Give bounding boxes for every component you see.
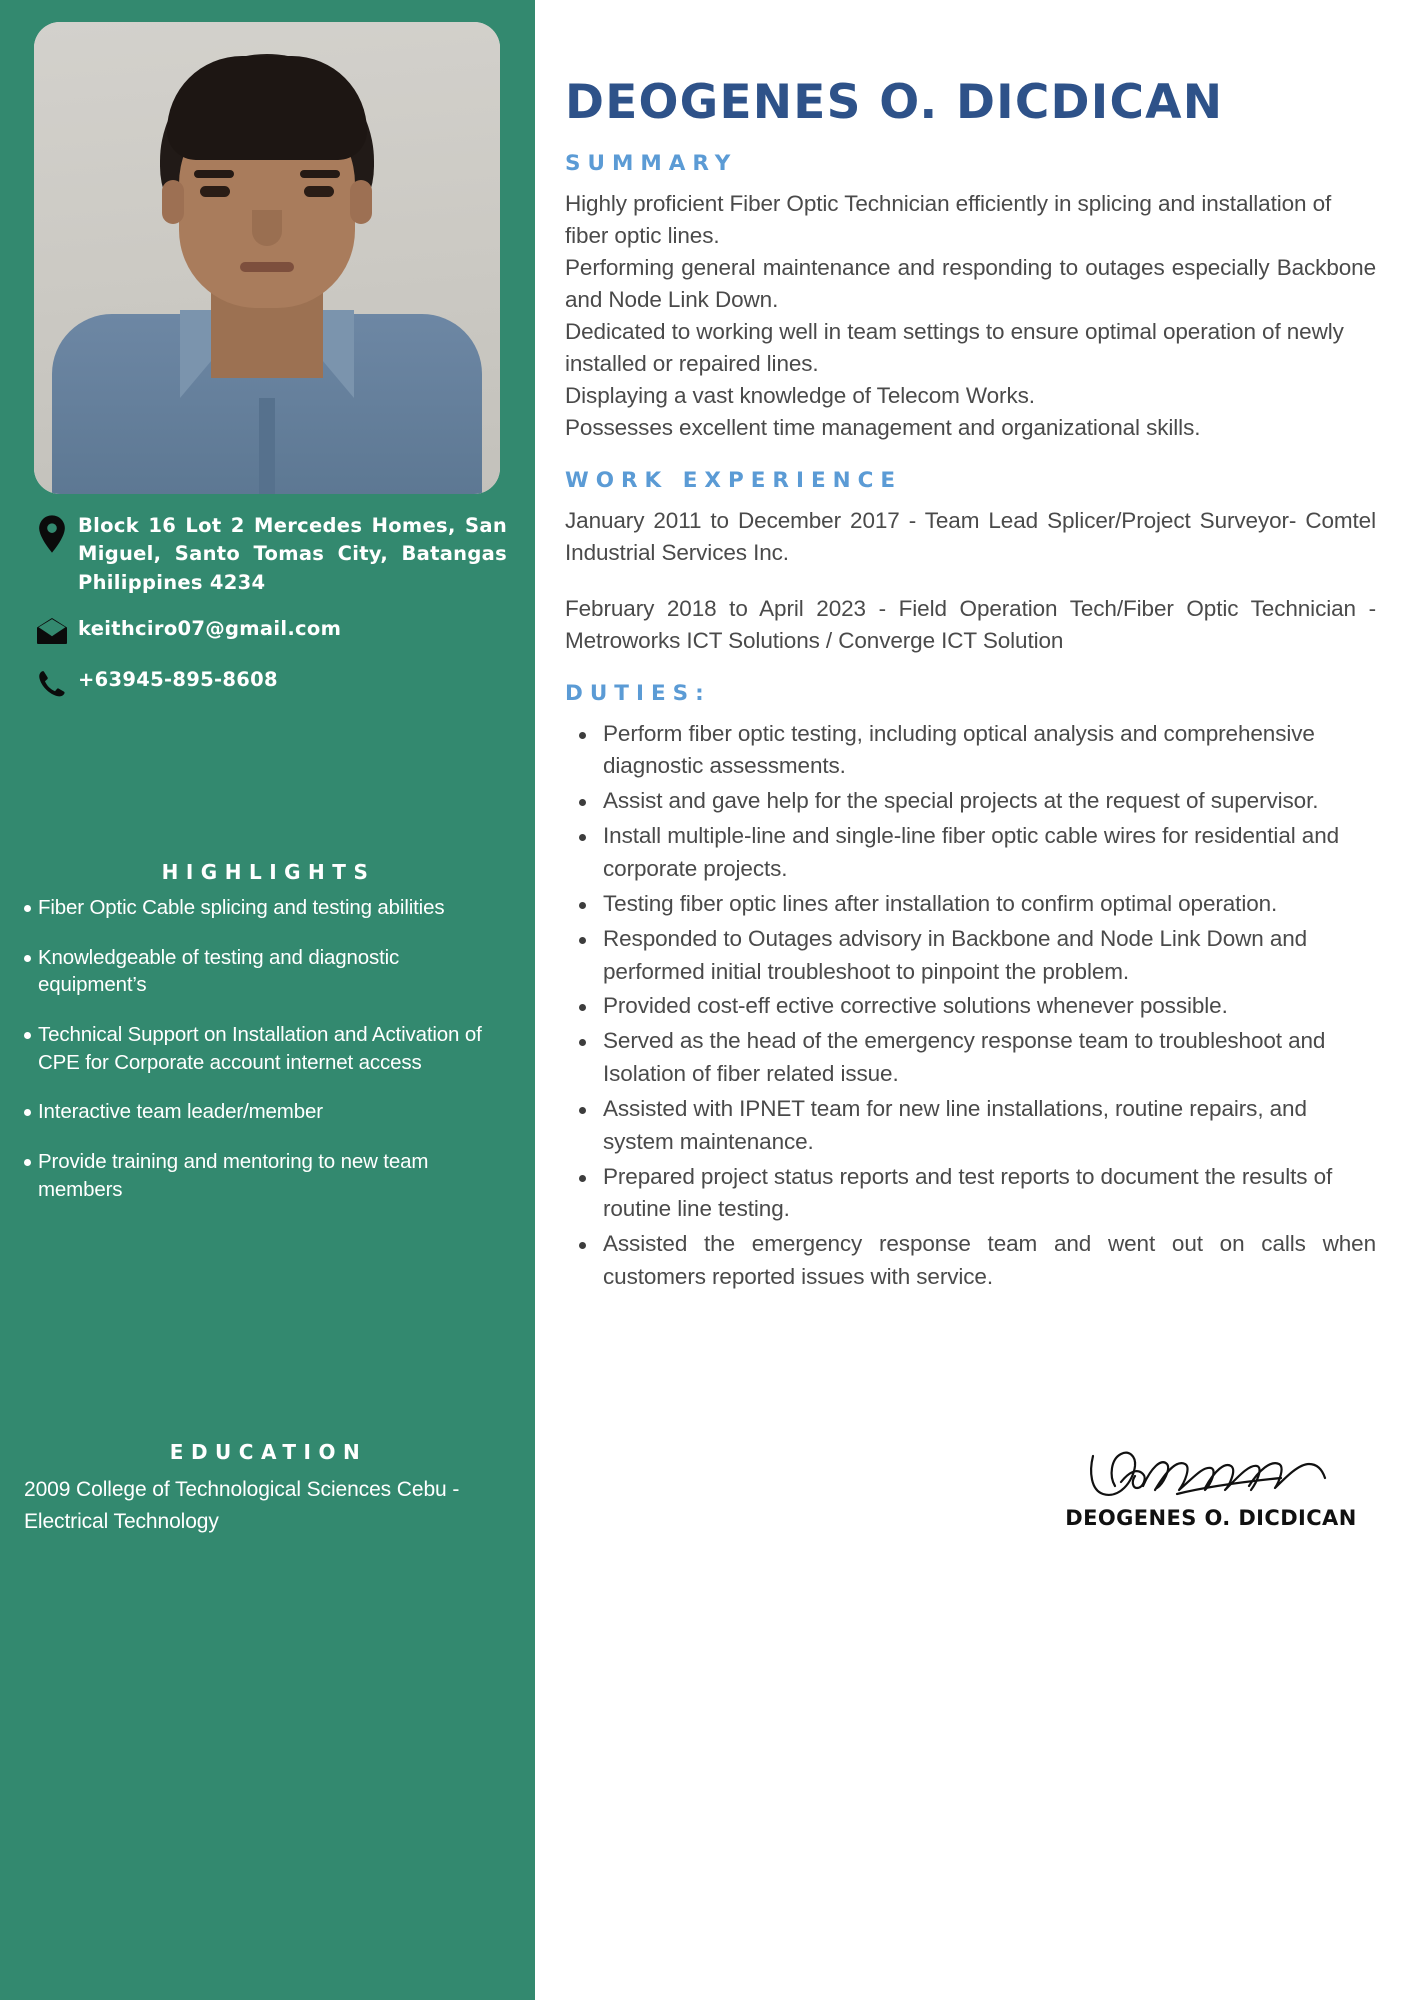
photo-eyebrow-right xyxy=(300,170,340,178)
phone-icon xyxy=(30,666,74,699)
duty-item: Served as the head of the emergency response team to troubleshoot and Isolation of fiber related issue. xyxy=(565,1025,1376,1091)
signature-block xyxy=(1046,1442,1376,1530)
summary-heading: SUMMARY xyxy=(565,151,738,177)
highlight-item: Technical Support on Installation and Activation of CPE for Corporate account internet access xyxy=(22,1021,509,1076)
photo-ear-right xyxy=(350,180,372,224)
education-heading: EDUCATION xyxy=(169,1440,368,1464)
photo-nose xyxy=(252,210,282,246)
highlight-item: Knowledgeable of testing and diagnostic equipment’s xyxy=(22,944,509,999)
duty-item: Testing fiber optic lines after installation to confirm optimal operation. xyxy=(565,888,1376,921)
photo-eye-right xyxy=(304,186,334,197)
duties-heading: DUTIES: xyxy=(565,680,711,706)
duties-list xyxy=(565,718,1376,1294)
highlight-item: Interactive team leader/member xyxy=(22,1098,509,1126)
contact-phone-text: +63945-895-8608 xyxy=(78,667,278,691)
duty-item: Responded to Outages advisory in Backbone and Node Link Down and performed initial troubleshoot to pinpoint the problem. xyxy=(565,923,1376,989)
contact-email-text: keithciro07@gmail.com xyxy=(78,616,342,640)
duty-item: Assisted with IPNET team for new line installations, routine repairs, and system maintenance. xyxy=(565,1093,1376,1159)
main-content xyxy=(535,0,1414,2000)
duty-item: Install multiple-line and single-line fiber optic cable wires for residential and corporate projects. xyxy=(565,820,1376,886)
profile-photo xyxy=(34,22,500,494)
contact-block xyxy=(0,512,535,717)
summary-line: Performing general maintenance and responding to outages especially Backbone and Node Link Down. xyxy=(565,255,1376,313)
photo-mouth xyxy=(240,262,294,272)
summary-body xyxy=(565,188,1376,444)
contact-address-text: Block 16 Lot 2 Mercedes Homes, San Miguel, Santo Tomas City, Batangas Philippines 4234 xyxy=(78,514,507,594)
highlight-item: Fiber Optic Cable splicing and testing abilities xyxy=(22,894,509,922)
photo-eyebrow-left xyxy=(194,170,234,178)
envelope-icon xyxy=(30,615,74,644)
summary-line: Highly proficient Fiber Optic Technician efficiently in splicing and installation of fiber optic lines. xyxy=(565,191,1332,249)
photo-shirt-placket xyxy=(259,398,275,494)
page-title: DEOGENES O. DICDICAN xyxy=(565,75,1224,130)
highlights-list xyxy=(22,894,509,1203)
education-text: 2009 College of Technological Sciences Cebu - Electrical Technology xyxy=(24,1478,460,1533)
highlight-item: Provide training and mentoring to new team members xyxy=(22,1148,509,1203)
duty-item: Prepared project status reports and test reports to document the results of routine line testing. xyxy=(565,1161,1376,1227)
photo-ear-left xyxy=(162,180,184,224)
handwritten-signature-icon xyxy=(1046,1442,1376,1508)
signature-name: DEOGENES O. DICDICAN xyxy=(1065,1506,1357,1530)
highlights-section xyxy=(0,860,535,1225)
duty-item: Perform fiber optic testing, including optical analysis and comprehensive diagnostic assessments. xyxy=(565,718,1376,784)
work-experience-item: February 2018 to April 2023 - Field Operation Tech/Fiber Optic Technician - Metroworks ICT Solutions / Converge ICT Solution xyxy=(565,595,1376,653)
duty-item: Assist and gave help for the special projects at the request of supervisor. xyxy=(565,785,1376,818)
photo-hair-top xyxy=(167,56,367,160)
portrait-image xyxy=(34,22,500,494)
work-experience-heading: WORK EXPERIENCE xyxy=(565,467,903,493)
education-section xyxy=(0,1440,535,1537)
summary-line: Possesses excellent time management and organizational skills. xyxy=(565,414,1201,440)
contact-phone-row[interactable] xyxy=(0,666,535,699)
contact-address-row xyxy=(0,512,535,597)
work-experience-item: January 2011 to December 2017 - Team Lead Splicer/Project Surveyor- Comtel Industrial Services Inc. xyxy=(565,507,1376,565)
work-experience-body xyxy=(565,505,1376,657)
duty-item: Provided cost-eff ective corrective solutions whenever possible. xyxy=(565,990,1376,1023)
summary-line: Dedicated to working well in team settings to ensure optimal operation of newly installed or repaired lines. xyxy=(565,319,1344,377)
location-pin-icon xyxy=(30,512,74,553)
contact-email-row[interactable] xyxy=(0,615,535,644)
highlights-heading: HIGHLIGHTS xyxy=(161,860,376,884)
photo-eye-left xyxy=(200,186,230,197)
sidebar xyxy=(0,0,535,2000)
summary-line: Displaying a vast knowledge of Telecom Works. xyxy=(565,382,1035,408)
duty-item: Assisted the emergency response team and went out on calls when customers reported issues with service. xyxy=(565,1228,1376,1294)
